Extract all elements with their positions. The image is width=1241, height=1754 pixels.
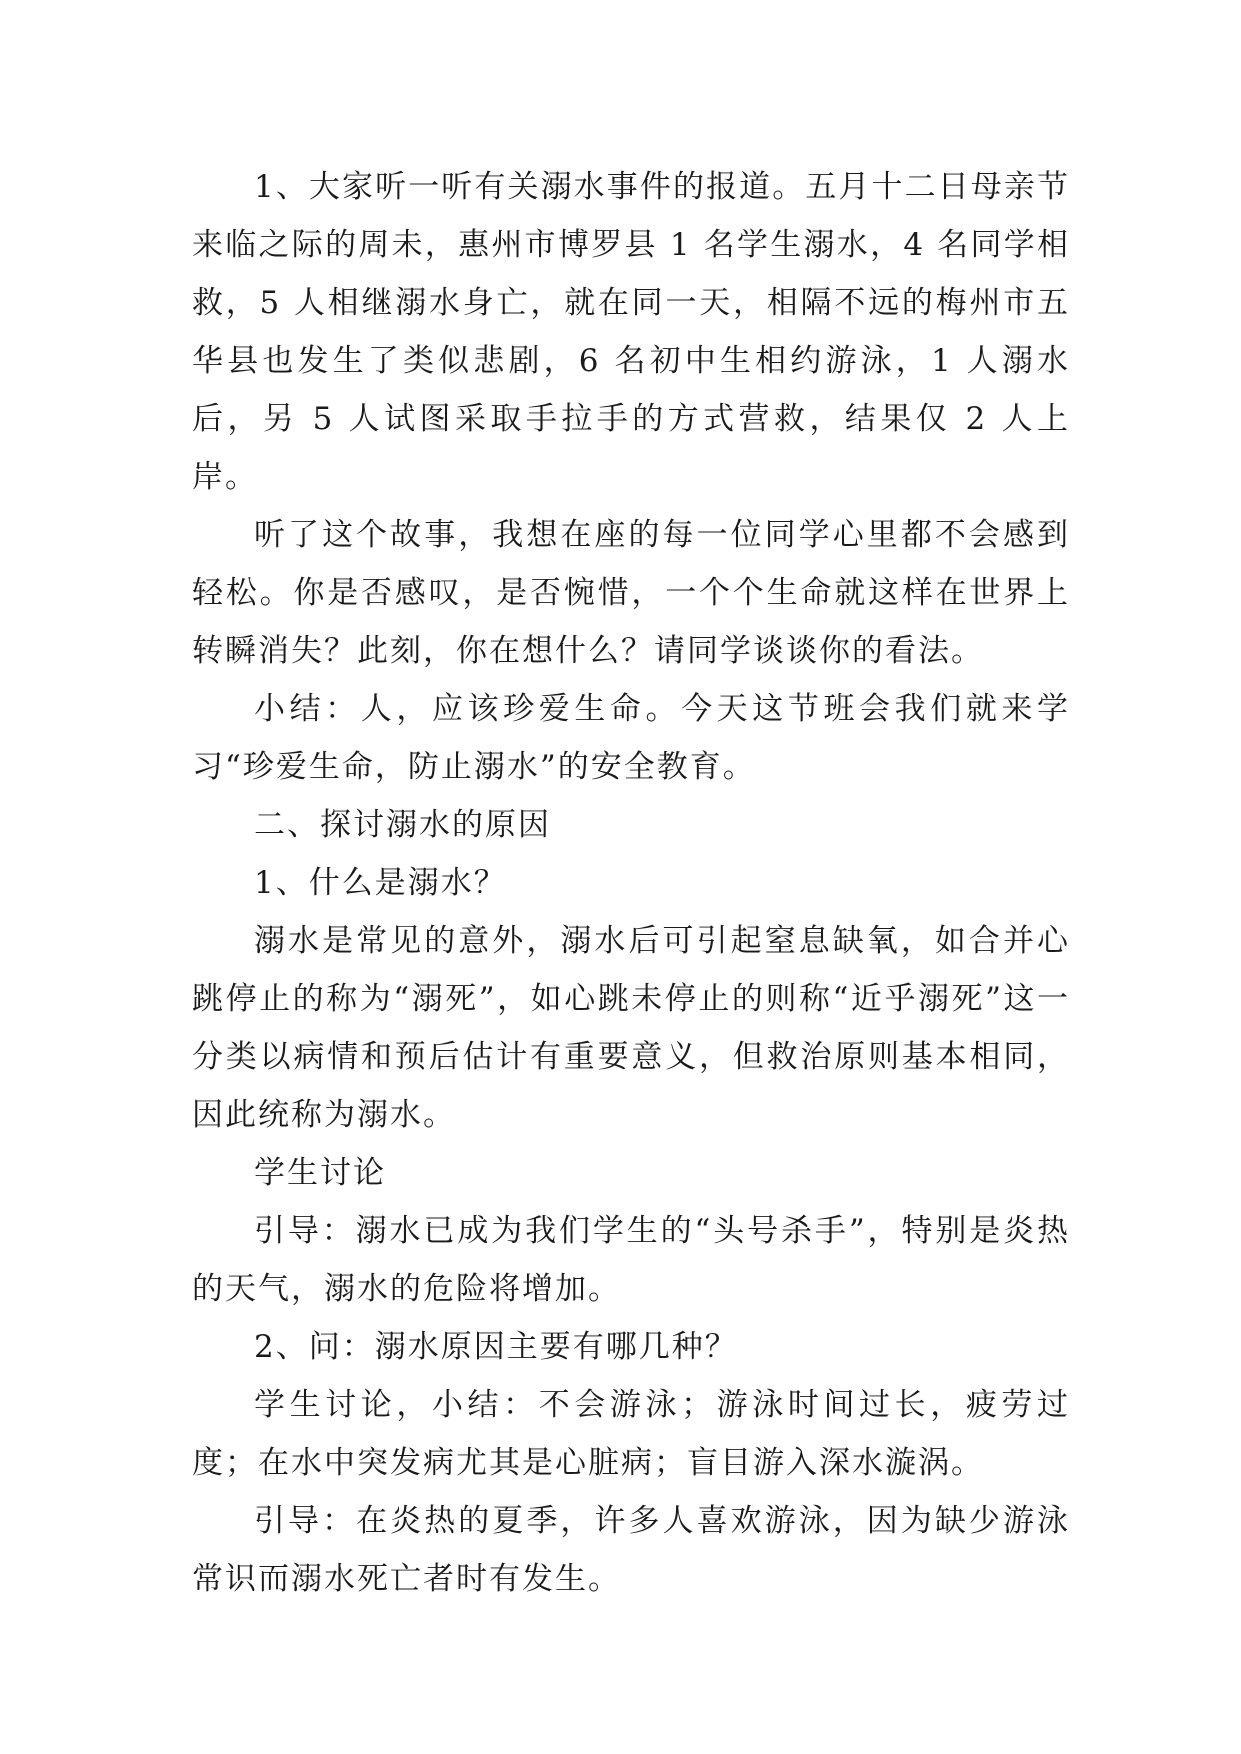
paragraph-causes-summary: 学生讨论，小结：不会游泳；游泳时间过长，疲劳过度；在水中突发病尤其是心脏病；盲目游入深水漩涡。 bbox=[192, 1387, 1070, 1481]
paragraph-drowning-definition: 溺水是常见的意外，溺水后可引起窒息缺氧，如合并心跳停止的称为“溺死”，如心跳未停止的则称“近乎溺死”这一分类以病情和预后估计有重要意义，但救治原则基本相同，因此统称为溺水。 bbox=[192, 923, 1070, 1133]
paragraph-summary: 小结：人，应该珍爱生命。今天这节班会我们就来学习“珍爱生命，防止溺水”的安全教育。 bbox=[192, 691, 1070, 785]
document-body bbox=[192, 158, 1070, 1608]
paragraph-reflection: 听了这个故事，我想在座的每一位同学心里都不会感到轻松。你是否感叹，是否惋惜，一个个生命就这样在世界上转瞬消失？此刻，你在想什么？请同学谈谈你的看法。 bbox=[192, 517, 1070, 669]
section-heading-causes: 二、探讨溺水的原因 bbox=[254, 807, 551, 843]
paragraph-news-report: 1、大家听一听有关溺水事件的报道。五月十二日母亲节来临之际的周未，惠州市博罗县 1 名学生溺水，4 名同学相救，5 人相继溺水身亡，就在同一天，相隔不远的梅州市五华县也发生了类似悲剧，6 名初中生相约游泳，1 人溺水后，另 5 人试图采取手拉手的方式营救，结果仅 2 人上岸。 bbox=[192, 169, 1070, 495]
question-what-is-drowning: 1、什么是溺水？ bbox=[254, 865, 507, 901]
question-causes: 2、问：溺水原因主要有哪几种？ bbox=[254, 1329, 738, 1365]
paragraph-guidance-2: 引导：在炎热的夏季，许多人喜欢游泳，因为缺少游泳常识而溺水死亡者时有发生。 bbox=[192, 1503, 1070, 1597]
paragraph-student-discussion: 学生讨论 bbox=[254, 1155, 386, 1191]
paragraph-guidance-1: 引导：溺水已成为我们学生的“头号杀手”，特别是炎热的天气，溺水的危险将增加。 bbox=[192, 1213, 1070, 1307]
